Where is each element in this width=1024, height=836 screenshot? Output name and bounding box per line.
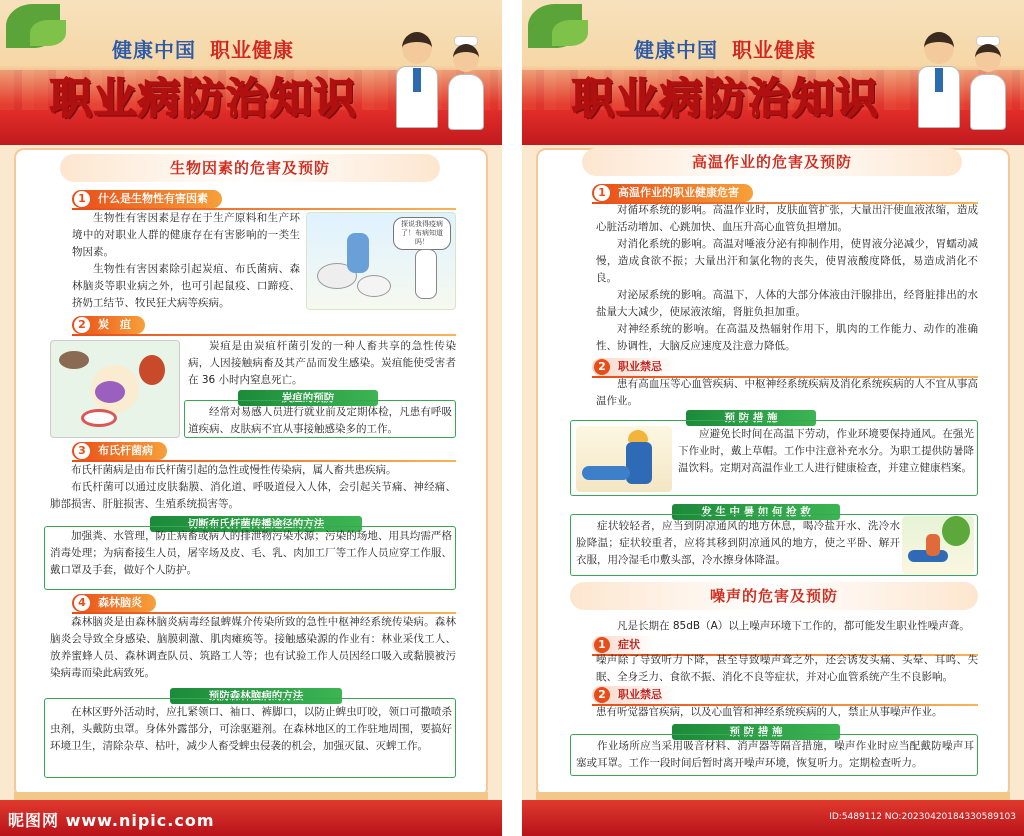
prevention-title: 切断布氏杆菌传播途径的方法 [150,516,362,532]
subsection-heading: 2 职业禁忌 [592,686,676,704]
subsection-heading: 3 布氏杆菌病 [72,442,167,460]
poster-title: 职业病防治知识 [50,74,359,123]
eye-icon [81,409,117,427]
helper-figure [926,534,940,556]
rooster-icon [139,355,165,385]
paragraph: 患有听觉器官疾病，以及心血管和神经系统疾病的人，禁止从事噪声作业。 [596,706,943,718]
rat-icon [59,351,89,369]
leaf-icon [552,20,588,46]
anthrax-illustration [50,340,180,438]
left-poster [0,0,502,836]
paragraph: 对消化系统的影响。高温对唾液分泌有抑制作用，使胃液分泌减少，胃蠕动减慢，造成食欲不振；大量出汗和氯化物的丧失，使胃液酸度降低，易造成消化不良。 [596,238,978,284]
rescue-illustration [902,516,974,574]
watermark-logo: 昵图网 www.nipic.com [8,811,215,830]
paragraph: 加强粪、水管理，防止病畜或病人的排泄物污染水源；污染的场地、用具均需严格消毒处理；为病畜接生人员，屠宰场及皮、毛、乳、肉加工厂等工作人员应穿工作服、戴口罩及手套，做好个人防护。 [50,530,452,576]
doctor-nurse-illustration [914,14,1014,132]
fallen-worker-figure [582,466,630,480]
section-title: 生物因素的危害及预防 [60,154,440,182]
section-title: 高温作业的危害及预防 [582,148,962,176]
sheep-icon [357,275,391,297]
paragraph: 生物性有害因素是存在于生产原料和生产环境中的对职业人群的健康存在有害影响的一类生物因素。 [72,212,300,258]
tree-icon [942,516,970,546]
rescue-title: 发 生 中 暑 如 何 抢 救 [672,504,840,520]
farmer-figure [347,233,369,273]
paragraph: 对循环系统的影响。高温作业时，皮肤血管扩张，大量出汗使血液浓缩，造成心脏活动增加、心跳加快、血压升高心血管负担增加。 [596,204,978,233]
divider [72,334,456,336]
paragraph: 森林脑炎是由森林脑炎病毒经鼠蜱媒介传染所致的急性中枢神经系统传染病。森林脑炎会导致全身感染、脑膜刺激、肌肉瘫痪等。接触感染源的作业有：林业采伐工人、放养蜜蜂人员、森林调查队员、筑路工人等；也有试验工作人员因经口吸入或黏膜被污染病毒而染此病致死。 [50,616,456,679]
footer-band [536,792,1010,800]
paragraph: 症状较轻者，应当到阴凉通风的地方休息，喝冷盐开水、洗冷水脸降温；症状较重者，应将其移到阴凉通风的地方，使之平卧、解开衣服，用冷湿毛巾敷头部，冷水擦身体降温。 [576,520,900,566]
paragraph: 患有高血压等心血管疾病、中枢神经系统疾病及消化系统疾病的人不宜从事高温作业。 [596,378,978,407]
prevention-title: 预防森林脑病的方法 [170,688,342,704]
prevention-title: 炭疽的预防 [238,390,378,406]
measures-title: 预 防 措 施 [686,410,816,426]
subsection-heading: 1 高温作业的职业健康危害 [592,184,753,202]
paragraph: 布氏杆菌病是由布氏杆菌引起的急性或慢性传染病，属人畜共患疾病。 [71,464,397,476]
worker-figure [626,442,652,484]
farmer-illustration [306,212,456,310]
paragraph: 应避免长时间在高温下劳动，作业环境要保持通风。在强光下作业时，戴上草帽。工作中注意补充水分。为职工提供防暑降温饮料。定期对高温作业工人进行健康检查，并建立健康档案。 [678,428,974,474]
nurse-figure [444,36,488,130]
paragraph: 生物性有害因素除引起炭疽、布氏菌病、森林脑炎等职业病之外，也可引起鼠疫、口蹄疫、挤奶工结节、牧民狂犬病等疾病。 [72,263,300,309]
watermark-id: ID:5489112 NO:20230420184330589103 [829,812,1016,822]
doctor-figure [415,249,437,299]
hard-hat-icon [628,430,648,442]
subsection-heading: 2 职业禁忌 [592,358,676,376]
slogan: 健康中国 职业健康 [112,38,294,62]
poster-header [0,0,502,145]
subsection-heading: 2 炭 疽 [72,316,145,334]
doctor-figure [916,26,962,130]
subsection-heading: 4 森林脑炎 [72,594,156,612]
paragraph: 对神经系统的影响。在高温及热辐射作用下，肌肉的工作能力、动作的准确性、协调性，大脑反应速度及注意力降低。 [596,323,978,352]
paragraph: 炭疽是由炭疽杆菌引发的一种人畜共享的急性传染病，人因接触病畜及其产品而发生感染。炭疽能使受害者在 36 小时内窒息死亡。 [188,340,456,386]
doctor-nurse-illustration [392,14,492,132]
heatstroke-illustration [576,426,672,492]
speech-bubble: 探说我得疫病了！布病知道吗！ [393,217,451,250]
paragraph: 作业场所应当采用吸音材料、消声器等隔音措施，噪声作业时应当配戴防噪声耳塞或耳罩。工作一段时间后暂时离开噪声环境，恢复听力。定期检查听力。 [576,740,974,769]
paragraph: 噪声除了导致听力下降，甚至导致噪声聋之外，还会诱发头痛、头晕、耳鸣、失眠、全身乏力、食欲不振、消化不良等症状，并对心血管系统产生不良影响。 [596,654,978,683]
leaf-icon [30,20,66,46]
paragraph: 经常对易感人员进行就业前及定期体检，凡患有呼吸道疾病、皮肤病不宜从事接触感染多的工作。 [188,406,452,435]
paragraph: 对泌尿系统的影响。高温下，人体的大部分体液由汗腺排出，经肾脏排出的水盐量大大减少，使尿液浓缩，肾脏负担加重。 [596,289,978,318]
poster-title: 职业病防治知识 [572,74,881,123]
footer-band [14,792,488,800]
paragraph: 在林区野外活动时，应扎紧领口、袖口、裤脚口，以防止蜱虫叮咬，领口可撒喷杀虫剂，头戴防虫罩。身体外露部分，可涂驱避剂。在森林地区的工作驻地周围，要搞好环境卫生，清除杂草、枯叶，减少人畜受蜱虫侵袭的机会，加强灭鼠、灭蜱工作。 [50,706,452,752]
bacteria-icon [95,381,125,403]
paragraph: 凡是长期在 85dB（A）以上噪声环境下工作的，都可能发生职业性噪声聋。 [617,620,970,632]
subsection-heading: 1 什么是生物性有害因素 [72,190,222,208]
subsection-heading: 1 症状 [592,636,654,654]
section-title: 噪声的危害及预防 [570,582,978,610]
doctor-figure [394,26,440,130]
right-poster [522,0,1024,836]
slogan: 健康中国 职业健康 [634,38,816,62]
paragraph: 布氏杆菌可以通过皮肤黏膜、消化道、呼吸道侵入人体，会引起关节痛、神经痛、肺部损害、肝脏损害、生殖系统损害等。 [50,481,456,510]
measures-title: 预 防 措 施 [672,724,840,740]
nurse-figure [966,36,1010,130]
poster-header [522,0,1024,145]
